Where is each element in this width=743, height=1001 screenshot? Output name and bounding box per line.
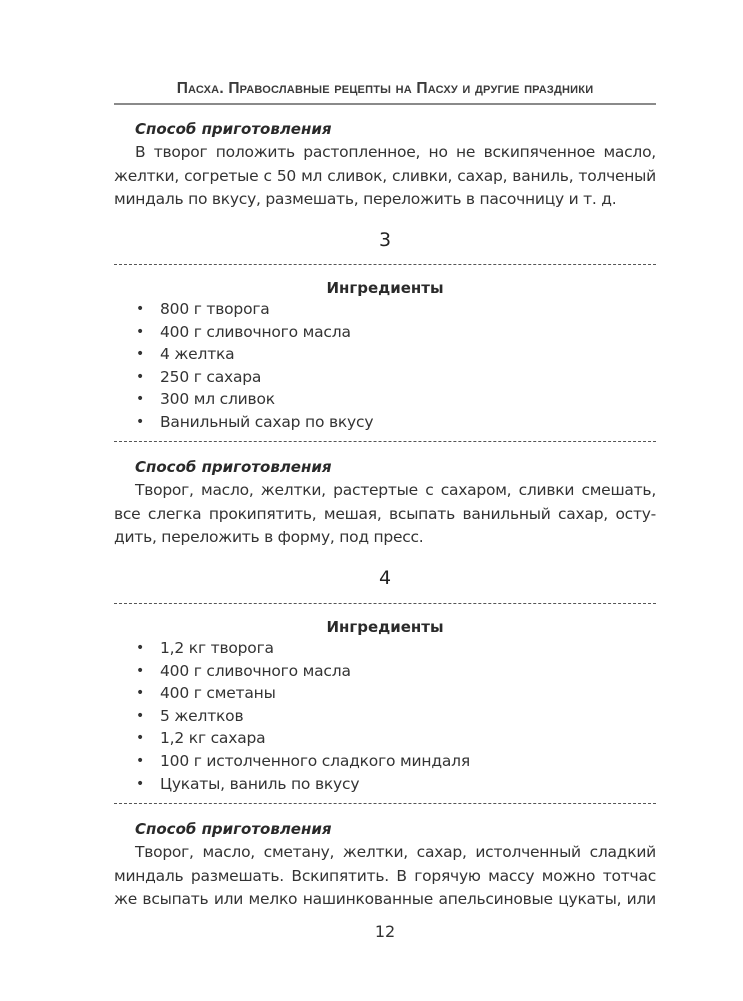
recipe-number: 3 [378, 229, 392, 251]
header-rule [114, 103, 656, 105]
page-number: 12 [374, 922, 396, 941]
bullet-icon: • [136, 413, 145, 430]
bullet-icon: • [136, 301, 145, 317]
ingredient-item: • 1,2 кг творога [114, 637, 470, 660]
bullet-icon: • [136, 752, 145, 769]
ingredients-title: Ингредиенты [326, 618, 444, 636]
method-section-3 [114, 455, 656, 550]
method-section-4 [114, 817, 656, 912]
paragraph-line: же всыпать или мелко нашинкованные апельсиновые цукаты, или [114, 890, 656, 908]
ingredient-item: • 400 г сливочного масла [114, 321, 373, 344]
ingredient-item: • 100 г истолченного сладкого миндаля [114, 750, 470, 773]
paragraph-line: В творог положить растопленное, но не вскипяченное масло, [135, 143, 656, 161]
dashed-divider [114, 264, 656, 265]
running-header: Пасха. Православные рецепты на Пасху и другие праздники [176, 80, 594, 97]
bullet-icon: • [136, 685, 145, 702]
bullet-icon: • [136, 730, 145, 747]
ingredients-title: Ингредиенты [326, 279, 444, 297]
bullet-icon: • [136, 368, 145, 385]
bullet-icon: • [136, 640, 145, 656]
method-paragraph [114, 141, 656, 212]
ingredient-item: • 400 г сметаны [114, 682, 470, 705]
bullet-icon: • [136, 775, 145, 792]
method-title: Способ приготовления [135, 458, 332, 476]
paragraph-line: Творог, масло, желтки, растертые с сахаром, сливки смешать, [135, 481, 656, 499]
ingredients-list [114, 637, 470, 795]
bullet-icon: • [136, 662, 145, 679]
recipe-number: 4 [378, 567, 392, 589]
dashed-divider [114, 803, 656, 804]
paragraph-line: миндаль по вкусу, размешать, переложить в пасочницу и т. д. [114, 190, 617, 208]
dashed-divider [114, 441, 656, 442]
ingredient-item: • Цукаты, ваниль по вкусу [114, 773, 470, 796]
method-paragraph [114, 479, 656, 550]
bullet-icon: • [136, 323, 145, 340]
book-page [114, 0, 656, 1001]
ingredient-item: • 800 г творога [114, 298, 373, 321]
method-title: Способ приготовления [135, 820, 332, 838]
bullet-icon: • [136, 391, 145, 408]
bullet-icon: • [136, 346, 145, 363]
method-paragraph [114, 841, 656, 912]
method-section-2 [114, 117, 656, 212]
paragraph-line: миндаль размешать. Вскипятить. В горячую массу можно тотчас [114, 866, 656, 885]
method-title: Способ приготовления [135, 120, 332, 138]
ingredient-item: • 300 мл сливок [114, 388, 373, 411]
bullet-icon: • [136, 707, 145, 724]
ingredient-item: • 4 желтка [114, 343, 373, 366]
paragraph-line: желтки, согретые с 50 мл сливок, сливки, сахар, ваниль, толченый [114, 166, 656, 185]
ingredient-item: • 400 г сливочного масла [114, 660, 470, 683]
ingredient-item: • 5 желтков [114, 705, 470, 728]
paragraph-line: все слегка прокипятить, мешая, всыпать ванильный сахар, осту- [114, 504, 656, 523]
ingredient-item: • Ванильный сахар по вкусу [114, 411, 373, 434]
ingredient-item: • 250 г сахара [114, 366, 373, 389]
ingredient-item: • 1,2 кг сахара [114, 727, 470, 750]
paragraph-line: Творог, масло, сметану, желтки, сахар, истолченный сладкий [135, 843, 656, 861]
dashed-divider [114, 603, 656, 604]
paragraph-line: дить, переложить в форму, под пресс. [114, 528, 424, 546]
ingredients-list [114, 298, 373, 434]
